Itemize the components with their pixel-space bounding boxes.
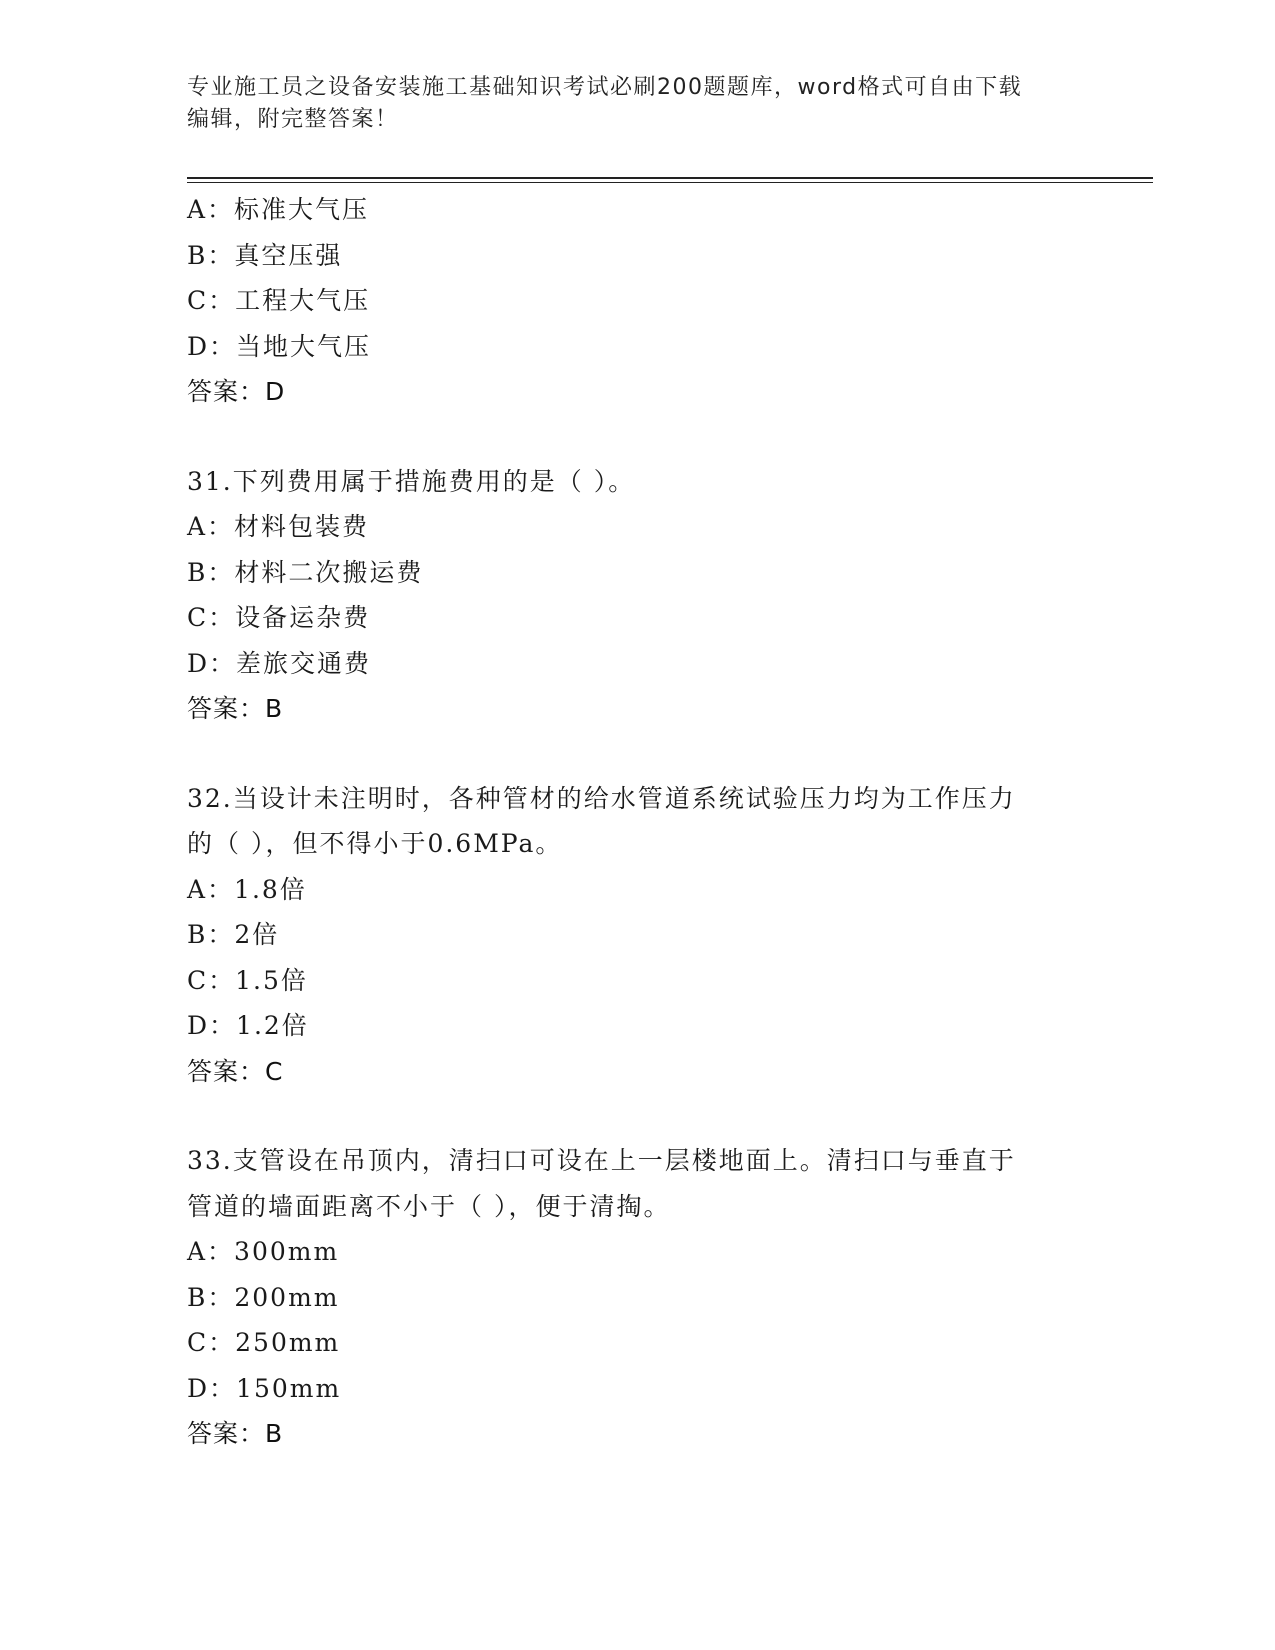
option-b: B：材料二次搬运费 xyxy=(187,557,424,587)
header-divider-thick xyxy=(187,177,1153,179)
option-c: C：工程大气压 xyxy=(187,286,371,315)
option-b: B：真空压强 xyxy=(187,240,343,270)
option-a: A：材料包装费 xyxy=(187,512,370,541)
question-line: 管道的墙面距离不小于（ ），便于清掏。 xyxy=(187,1191,671,1221)
header-divider-thin xyxy=(187,182,1153,183)
question-block xyxy=(187,776,1087,1095)
question-line: 31.下列费用属于措施费用的是（ ）。 xyxy=(187,466,636,496)
question-line: 33.支管设在吊顶内，清扫口可设在上一层楼地面上。清扫口与垂直于 xyxy=(187,1146,1016,1175)
option-a: A：1.8倍 xyxy=(187,874,307,904)
option-c: C：250mm xyxy=(187,1328,341,1357)
question-text xyxy=(187,1138,1067,1229)
answer-line: 答案：B xyxy=(187,1419,284,1448)
option-a: A：标准大气压 xyxy=(187,195,370,224)
question-text xyxy=(187,776,1067,867)
option-a: A：300mm xyxy=(187,1237,340,1266)
option-d: D：差旅交通费 xyxy=(187,648,372,678)
question-list xyxy=(187,187,1087,1457)
answer-line: 答案：D xyxy=(187,377,286,406)
question-block xyxy=(187,187,1087,415)
option-b: B：2倍 xyxy=(187,920,280,949)
option-c: C：1.5倍 xyxy=(187,965,308,995)
document-header xyxy=(187,72,1067,136)
question-text xyxy=(187,459,1067,505)
option-d: D：当地大气压 xyxy=(187,331,372,361)
header-line-2: 编辑，附完整答案！ xyxy=(187,107,399,132)
question-block xyxy=(187,459,1087,732)
question-block xyxy=(187,1138,1087,1457)
option-d: D：1.2倍 xyxy=(187,1011,309,1040)
answer-line: 答案：C xyxy=(187,1056,284,1086)
question-line: 32.当设计未注明时，各种管材的给水管道系统试验压力均为工作压力 xyxy=(187,783,1016,813)
option-c: C：设备运杂费 xyxy=(187,603,371,632)
answer-line: 答案：B xyxy=(187,694,284,723)
question-line: 的（ ），但不得小于0.6MPa。 xyxy=(187,829,563,858)
option-b: B：200mm xyxy=(187,1282,340,1312)
header-line-1: 专业施工员之设备安装施工基础知识考试必刷200题题库，word格式可自由下载 xyxy=(187,75,1023,100)
option-d: D：150mm xyxy=(187,1373,342,1403)
